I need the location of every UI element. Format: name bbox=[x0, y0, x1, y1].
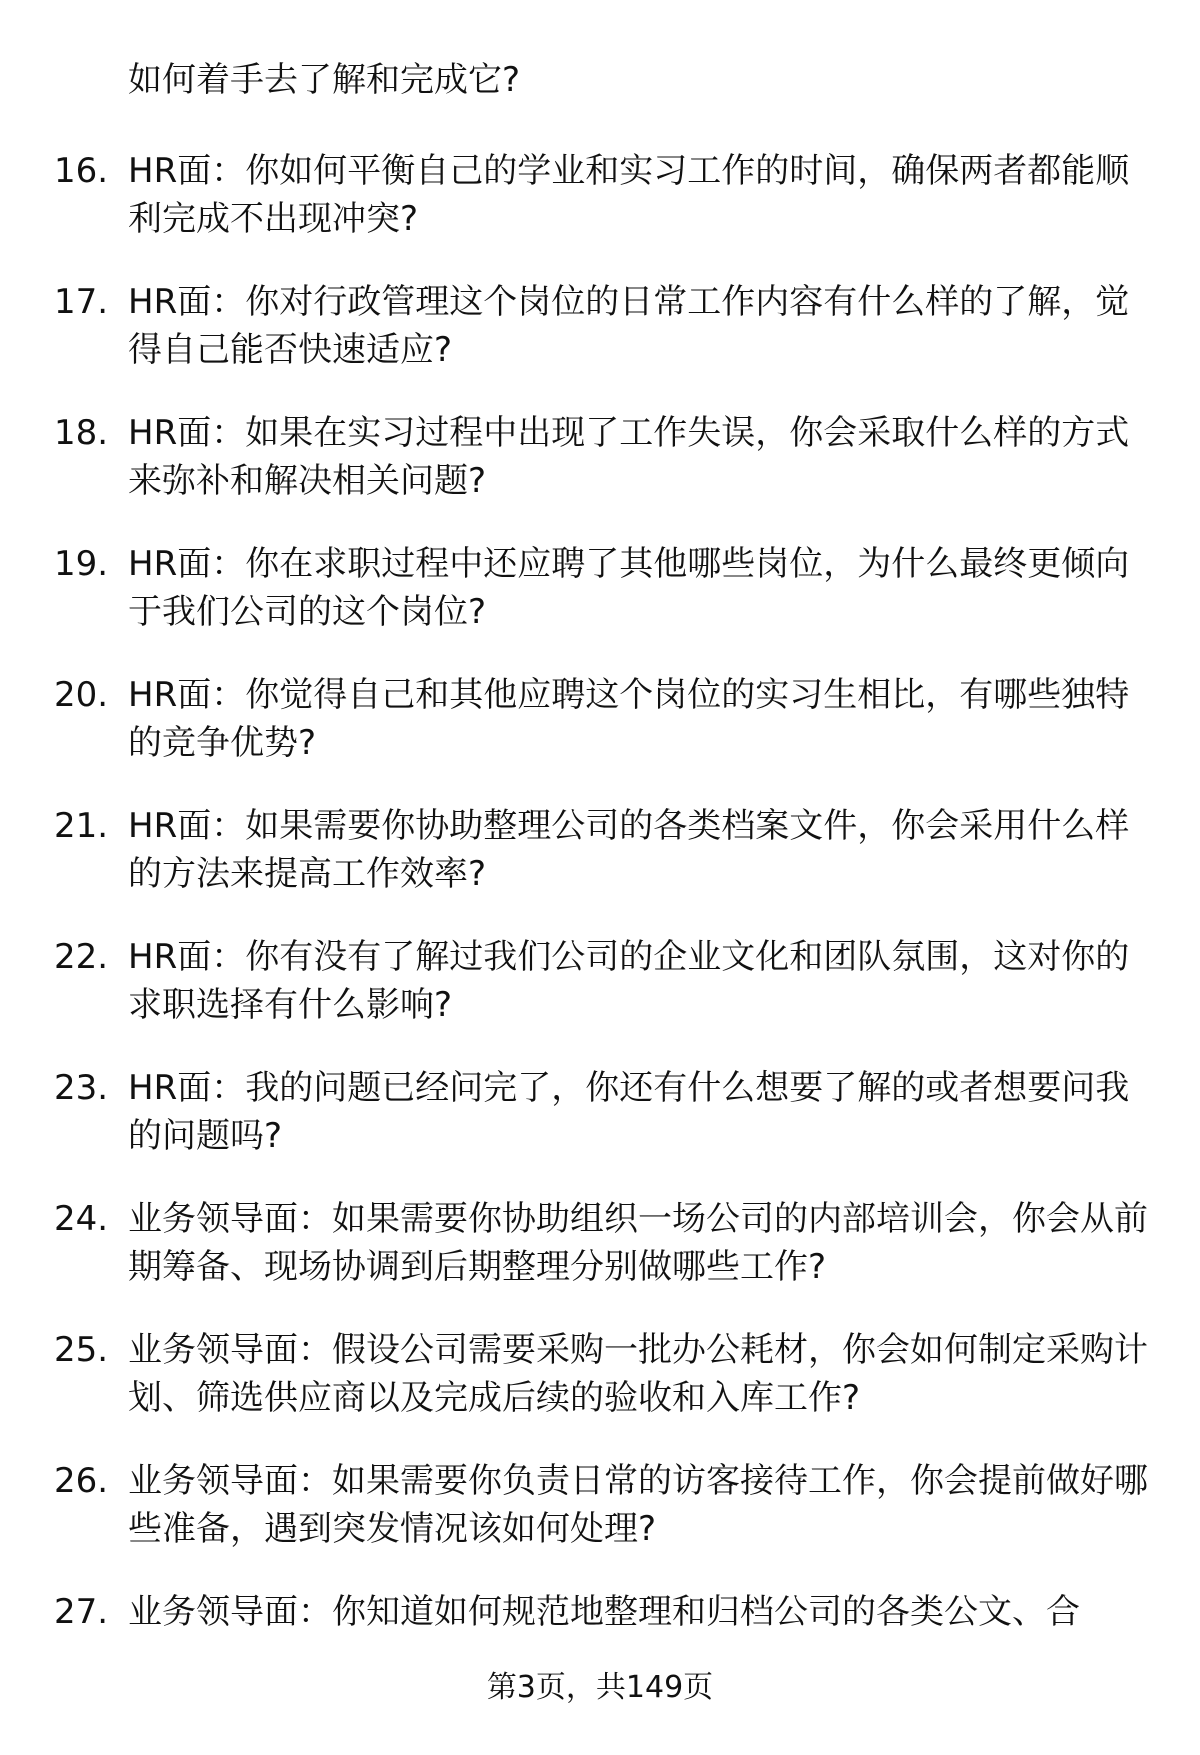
question-number: 17. bbox=[54, 282, 109, 322]
question-text: 业务领导面：你知道如何规范地整理和归档公司的各类公文、合 bbox=[128, 1592, 1080, 1632]
question-text: HR面：你在求职过程中还应聘了其他哪些岗位，为什么最终更倾向于我们公司的这个岗位? bbox=[128, 544, 1130, 632]
question-number: 21. bbox=[54, 806, 109, 846]
question-text: HR面：如果在实习过程中出现了工作失误，你会采取什么样的方式来弥补和解决相关问题? bbox=[128, 413, 1130, 501]
question-item bbox=[0, 802, 1200, 898]
question-number: 18. bbox=[54, 413, 109, 453]
question-item bbox=[0, 1588, 1200, 1636]
question-item bbox=[0, 540, 1200, 636]
question-item bbox=[0, 409, 1200, 505]
question-number: 25. bbox=[54, 1330, 109, 1370]
question-item bbox=[0, 1195, 1200, 1291]
question-item bbox=[0, 671, 1200, 767]
question-number: 22. bbox=[54, 937, 109, 977]
question-item bbox=[0, 1064, 1200, 1160]
question-item bbox=[0, 1326, 1200, 1422]
question-number: 24. bbox=[54, 1199, 109, 1239]
page-footer: 第3页，共149页 bbox=[486, 1670, 714, 1705]
question-text: HR面：我的问题已经问完了，你还有什么想要了解的或者想要问我的问题吗? bbox=[128, 1068, 1130, 1156]
question-text: HR面：你有没有了解过我们公司的企业文化和团队氛围，这对你的求职选择有什么影响? bbox=[128, 937, 1130, 1025]
question-text: 业务领导面：如果需要你负责日常的访客接待工作，你会提前做好哪些准备，遇到突发情况该如何处理? bbox=[128, 1461, 1148, 1549]
question-text: HR面：你觉得自己和其他应聘这个岗位的实习生相比，有哪些独特的竞争优势? bbox=[128, 675, 1130, 763]
question-text: HR面：你如何平衡自己的学业和实习工作的时间，确保两者都能顺利完成不出现冲突? bbox=[128, 151, 1130, 239]
question-item bbox=[0, 278, 1200, 374]
question-text: 业务领导面：如果需要你协助组织一场公司的内部培训会，你会从前期筹备、现场协调到后期整理分别做哪些工作? bbox=[128, 1199, 1148, 1287]
question-number: 23. bbox=[54, 1068, 109, 1108]
question-number: 20. bbox=[54, 675, 109, 715]
question-text: HR面：你对行政管理这个岗位的日常工作内容有什么样的了解，觉得自己能否快速适应? bbox=[128, 282, 1130, 370]
question-item bbox=[0, 933, 1200, 1029]
question-item bbox=[0, 1457, 1200, 1553]
question-number: 26. bbox=[54, 1461, 109, 1501]
question-text: HR面：如果需要你协助整理公司的各类档案文件，你会采用什么样的方法来提高工作效率? bbox=[128, 806, 1130, 894]
question-number: 27. bbox=[54, 1592, 109, 1632]
question-number: 16. bbox=[54, 151, 109, 191]
question-text: 业务领导面：假设公司需要采购一批办公耗材，你会如何制定采购计划、筛选供应商以及完成后续的验收和入库工作? bbox=[128, 1330, 1148, 1418]
question-item bbox=[0, 147, 1200, 243]
question-list bbox=[0, 56, 1200, 1671]
question-number: 19. bbox=[54, 544, 109, 584]
continuation-line: 如何着手去了解和完成它? bbox=[128, 60, 521, 100]
